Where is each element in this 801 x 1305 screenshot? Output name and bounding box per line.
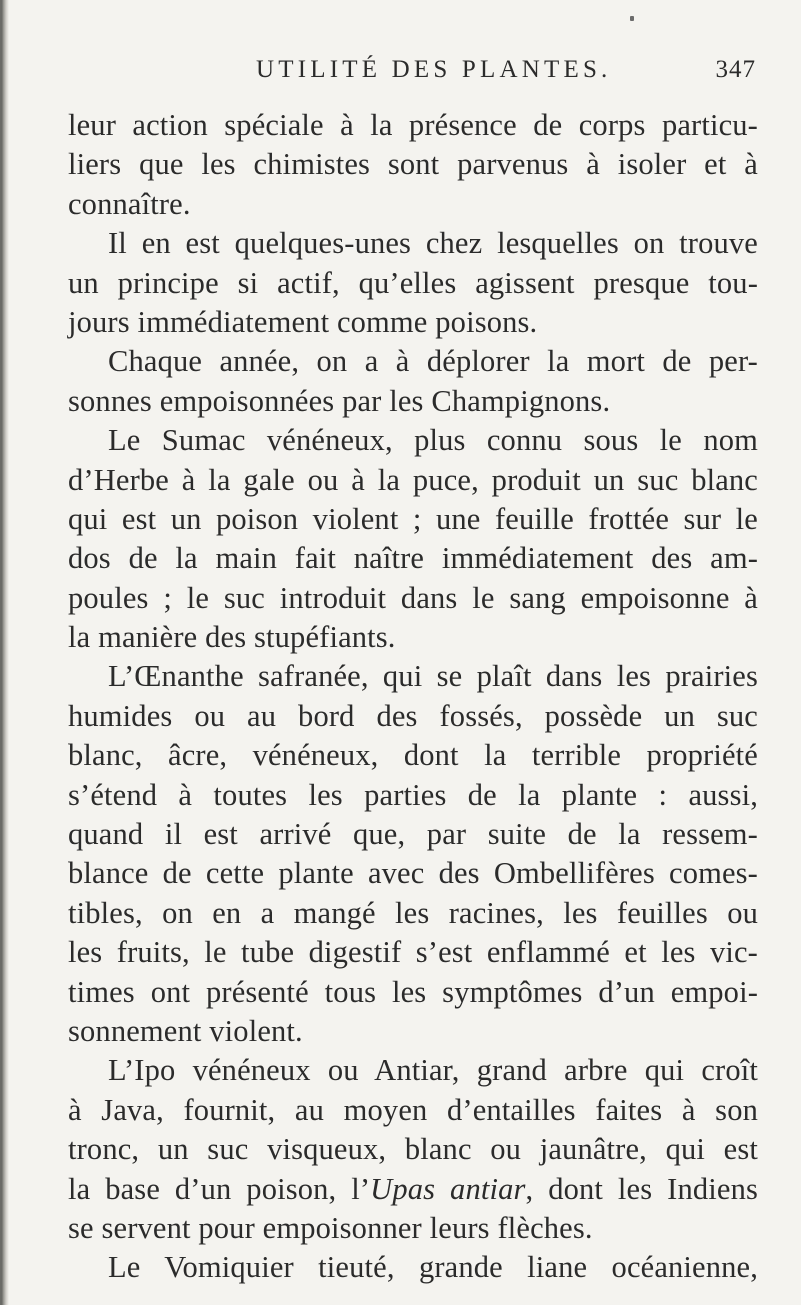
text-line: sonnes empoisonnées par les Champignons. — [68, 383, 611, 418]
text-line: les fruits, le tube digestif s’est enflammé et les vic- — [68, 935, 758, 970]
text-line: tronc, un suc visqueux, blanc ou jaunâtre, qui est — [68, 1132, 758, 1167]
text-line: tibles, on en a mangé les racines, les feuilles ou — [68, 895, 758, 930]
text-line: poules ; le suc introduit dans le sang empoisonne à — [68, 580, 758, 615]
page-header — [256, 56, 756, 90]
text-line: dos de la main fait naître immédiatement des am- — [68, 541, 758, 576]
text-line: blance de cette plante avec des Ombellifères comes- — [68, 856, 758, 891]
italic-species-name: Upas antiar — [370, 1171, 526, 1206]
text-line: un principe si actif, qu’elles agissent presque tou- — [68, 265, 758, 300]
text-line: times ont présenté tous les symptômes d’un empoi- — [68, 974, 758, 1009]
text-line: leur action spéciale à la présence de corps particu- — [68, 108, 758, 142]
page-binding-edge — [0, 0, 9, 1305]
body-text — [68, 106, 758, 1288]
text-line: la manière des stupéfiants. — [68, 620, 396, 655]
text-line: à Java, fournit, au moyen d’entailles faites à son — [68, 1092, 758, 1127]
text-line: d’Herbe à la gale ou à la puce, produit un suc blanc — [68, 462, 758, 497]
page-number: 347 — [715, 56, 756, 83]
text-run: , dont les Indiens — [525, 1171, 758, 1206]
text-line: se servent pour empoisonner leurs flèches. — [68, 1210, 593, 1245]
text-line: s’étend à toutes les parties de la plante : aussi, — [68, 777, 758, 812]
text-line: qui est un poison violent ; une feuille frottée sur le — [68, 501, 758, 536]
ink-speck — [630, 16, 634, 21]
text-line: connaître. — [68, 186, 191, 221]
text-line: humides ou au bord des fossés, possède un suc — [68, 698, 758, 733]
text-line: Il en est quelques-unes chez lesquelles on trouve — [108, 226, 758, 261]
text-run: la base d’un poison, l’ — [68, 1171, 371, 1206]
text-line: L’Œnanthe safranée, qui se plaît dans les prairies — [108, 659, 758, 694]
text-line: L’Ipo vénéneux ou Antiar, grand arbre qui croît — [108, 1053, 758, 1088]
text-line: quand il est arrivé que, par suite de la ressem- — [68, 817, 758, 852]
text-line: Le Sumac vénéneux, plus connu sous le nom — [108, 423, 758, 458]
text-line: Chaque année, on a à déplorer la mort de per- — [108, 344, 758, 379]
text-line — [68, 1170, 758, 1209]
text-line: Le Vomiquier tieuté, grande liane océanienne, — [108, 1250, 758, 1285]
running-title: UTILITÉ DES PLANTES. — [256, 56, 612, 83]
text-line: jours immédiatement comme poisons. — [68, 304, 538, 339]
text-line: liers que les chimistes sont parvenus à isoler et à — [68, 147, 758, 182]
text-line: sonnement violent. — [68, 1013, 303, 1048]
text-line: blanc, âcre, vénéneux, dont la terrible propriété — [68, 738, 758, 773]
